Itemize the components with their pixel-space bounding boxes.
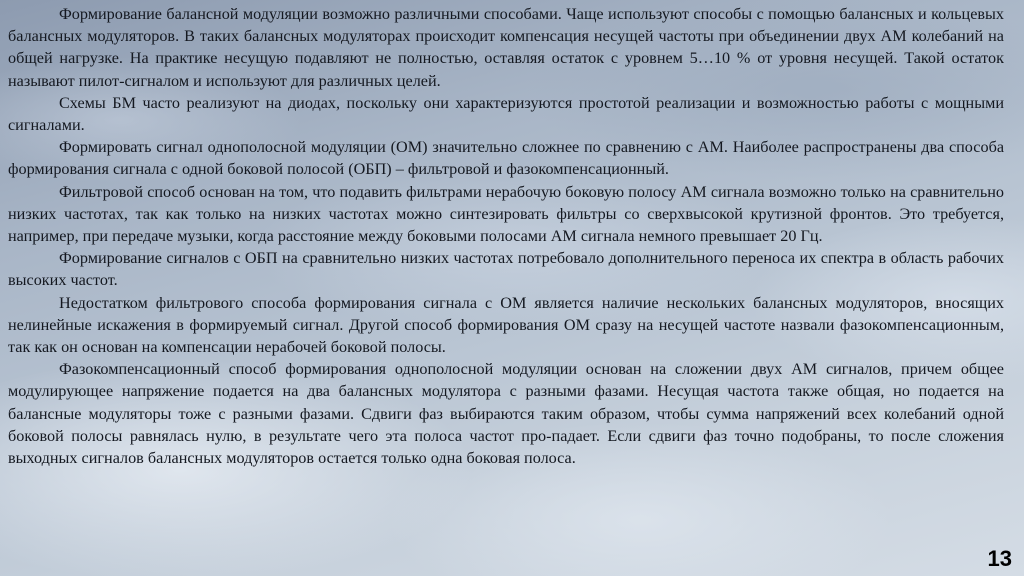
paragraph-ssb-methods: Формировать сигнал однополосной модуляции (ОМ) значительно сложнее по сравнению с АМ. Наиболее распространены два способа формирования сигнала с одной боковой полосой (ОБП) – фильтровой и фазокомпенсационный. — [8, 138, 1004, 179]
paragraph-balanced-modulation: Формирование балансной модуляции возможно различными способами. Чаще используют способы с помощью балансных и кольцевых балансных модуляторов. В таких балансных модуляторах происходит компенсация несущей частоты при объединении двух АМ колебаний на общей нагрузке. На практике несущую подавляют не полностью, оставляя остаток с уровнем 5…10 % от уровня несущей. Такой остаток называют пилот-сигналом и используют для различных целей. — [8, 5, 1004, 90]
paragraph-spectrum-transfer: Формирование сигналов с ОБП на сравнительно низких частотах потребовало дополнительного переноса их спектра в область рабочих высоких частот. — [8, 249, 1004, 290]
paragraph-filter-drawback: Недостатком фильтрового способа формирования сигнала с ОМ является наличие нескольких балансных модуляторов, вносящих нелинейные искажения в формируемый сигнал. Другой способ формирования ОМ сразу на несущей частоте назвали фазокомпенсационным, так как он основан на компенсации нерабочей боковой полосы. — [8, 293, 1004, 357]
text-block — [8, 3, 1004, 469]
paragraph-filter-method: Фильтровой способ основан на том, что подавить фильтрами нерабочую боковую полосу АМ сигнала возможно только на сравнительно низких частотах, так как только на низких частотах можно синтезировать фильтры со сверхвысокой крутизной фронтов. Это требуется, например, при передаче музыки, когда расстояние между боковыми полосами АМ сигнала немного превышает 20 Гц. — [8, 182, 1004, 246]
paragraph-phase-method: Фазокомпенсационный способ формирования однополосной модуляции основан на сложении двух АМ сигналов, причем общее модулирующее напряжение подается на два балансных модулятора с разными фазами. Несущая частота также общая, но подается на балансные модуляторы тоже с разными фазами. Сдвиги фаз выбираются таким образом, чтобы сумма напряжений всех колебаний одной боковой полосы равнялась нулю, в результате чего эта полоса частот про-падает. Если сдвиги фаз точно подобраны, то после сложения выходных сигналов балансных модуляторов остается только одна боковая полоса. — [8, 360, 1004, 468]
paragraph-diode-circuits: Схемы БМ часто реализуют на диодах, поскольку они характеризуются простотой реализации и возможностью работы с мощными сигналами. — [8, 93, 1004, 135]
page-number: 13 — [987, 546, 1012, 571]
